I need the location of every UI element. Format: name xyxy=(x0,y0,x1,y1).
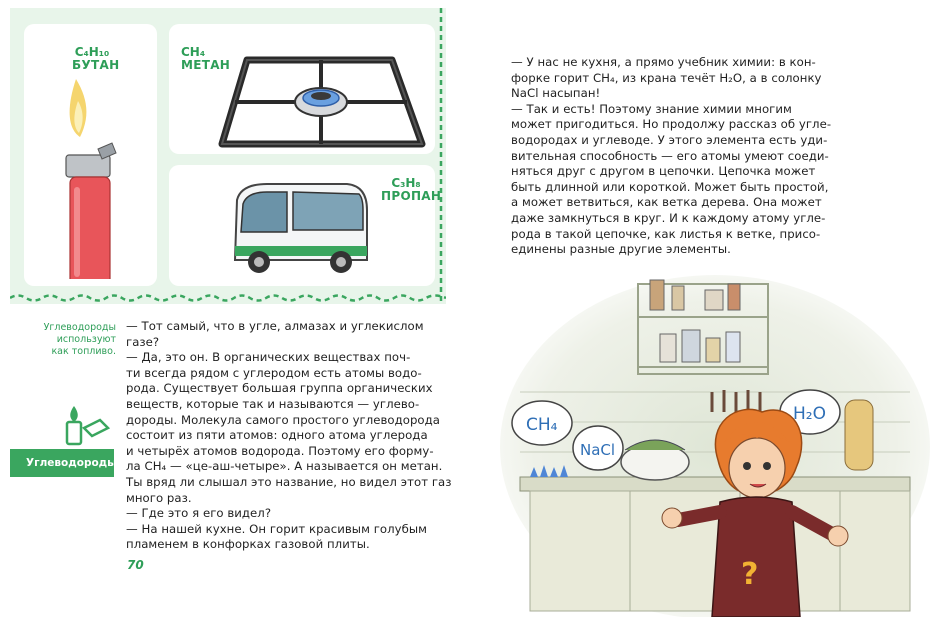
propane-formula: C₃H₈ xyxy=(391,176,421,190)
right-text-block: — У нас не кухня, а прямо учебник химии: в кон- форке горит CH₄, из крана течёт H₂O, а в солонку NaCl насыпан! — Так и есть! Поэтому знание химии многим может пригодиться. Но продолжу рассказ об угле- водородах и углеводе. У этого элемента есть уди- вительная способность — его атомы умеют соеди- няться друг с другом в цепочки. Цепочка может быть длинной или короткой. Может быть простой, а может ветвиться, как ветка дерева. Она может даже замкнуться в круг. И к каждому атому угле- рода в такой цепочке, как листья к ветке, присо- единены разные другие элементы. xyxy=(511,55,832,257)
methane-card xyxy=(169,24,435,154)
topic-chip: Углеводороды xyxy=(10,449,114,477)
sidebar-note: Углеводороды используют как топливо. xyxy=(43,322,116,357)
gas-burner-icon xyxy=(217,54,427,154)
shirt-question-mark: ? xyxy=(741,557,759,592)
butane-card xyxy=(24,24,157,286)
page-number: 70 xyxy=(127,558,144,572)
methane-formula: CH₄ xyxy=(181,45,206,59)
propane-card xyxy=(169,165,442,286)
left-text-block: — Тот самый, что в угле, алмазах и углекислом газе? — Да, это он. В органических веществах поч- ти всегда рядом с углеродом есть атомы водо- рода. Существует большая группа органических веществ, которые так и называются — углево- дороды. Молекула самого простого углеводорода состоит из пяти атомов: одного атома углерода и четырёх атомов водорода. Поэтому его форму- ла CH₄ — «це-аш-четыре». А называется он метан. Ты вряд ли слышал это название, но видел этот газ много раз. — Где это я его видел? — На нашей кухне. Он горит красивым голубым пламенем в конфорках газовой плиты. xyxy=(126,319,452,552)
butane-formula: C₄H₁₀ xyxy=(74,45,110,59)
butane-name: БУТАН xyxy=(72,58,120,73)
bubble-nacl: NaCl xyxy=(580,441,616,459)
propane-name: ПРОПАН xyxy=(381,189,442,204)
panel-dashed-side xyxy=(438,8,448,304)
bubble-h2o: H₂O xyxy=(793,404,826,424)
bubble-ch4: CH₄ xyxy=(526,415,558,435)
panel-dashed-edge xyxy=(10,292,446,306)
bus-icon xyxy=(227,180,377,280)
lighter-icon xyxy=(54,79,124,279)
lighter-stove-icon xyxy=(58,404,110,446)
kitchen-illustration xyxy=(500,272,930,617)
methane-name: МЕТАН xyxy=(181,58,231,73)
